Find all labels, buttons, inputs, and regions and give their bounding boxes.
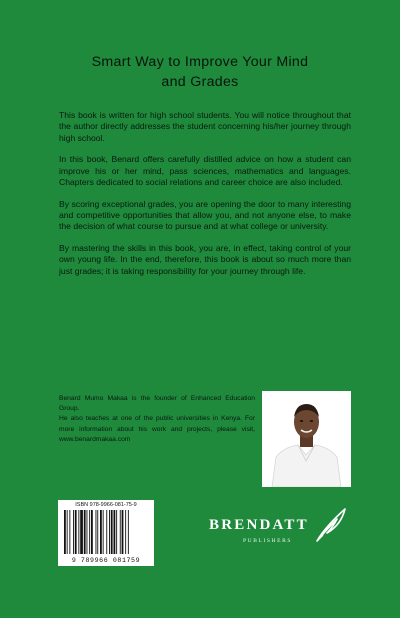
author-bio bbox=[59, 394, 255, 445]
author-portrait-icon bbox=[262, 391, 351, 487]
title-line-1: Smart Way to Improve Your Mind bbox=[91, 54, 309, 70]
blurb-paragraph-1: This book is written for high school students. You will notice throughout that the author directly addresses the student concerning his/her journey through high school. bbox=[59, 110, 351, 143]
author-bio-line-2: He also teaches at one of the public universities in Kenya. For more information about his work and projects, please visit, www.benardmakaa.com bbox=[59, 415, 255, 443]
book-title bbox=[40, 52, 360, 92]
blurb-paragraph-2: In this book, Benard offers carefully distilled advice on how a student can improve his or her mind, pass sciences, mathematics and languages. Chapters dedicated to social relations and career choice are also included. bbox=[59, 154, 351, 187]
barcode-icon bbox=[64, 510, 148, 554]
isbn-digits: 9 789966 081759 bbox=[71, 557, 141, 564]
isbn-label: ISBN 978-9966-081-75-9 bbox=[75, 502, 137, 508]
author-photo bbox=[262, 391, 351, 487]
isbn-barcode bbox=[58, 500, 154, 566]
blurb-paragraph-3: By scoring exceptional grades, you are opening the door to many interesting and competitive opportunities that allow you, and not anyone else, to make the decision of what course to pursue and at what college or university. bbox=[59, 198, 351, 232]
title-line-2: and Grades bbox=[161, 74, 239, 90]
author-bio-line-1: Benard Mumo Makaa is the founder of Enhanced Education Group. bbox=[59, 395, 255, 413]
quill-icon bbox=[311, 505, 351, 545]
blurb bbox=[59, 110, 351, 288]
publisher-name: BRENDATT bbox=[209, 517, 309, 533]
publisher-tagline: PUBLISHERS bbox=[243, 538, 293, 544]
blurb-paragraph-4: By mastering the skills in this book, you are, in effect, taking control of your own young life. In the end, therefore, this book is about so much more than just grades; it is taking responsibility for your journey through life. bbox=[59, 243, 351, 276]
publisher-logo bbox=[205, 505, 355, 555]
